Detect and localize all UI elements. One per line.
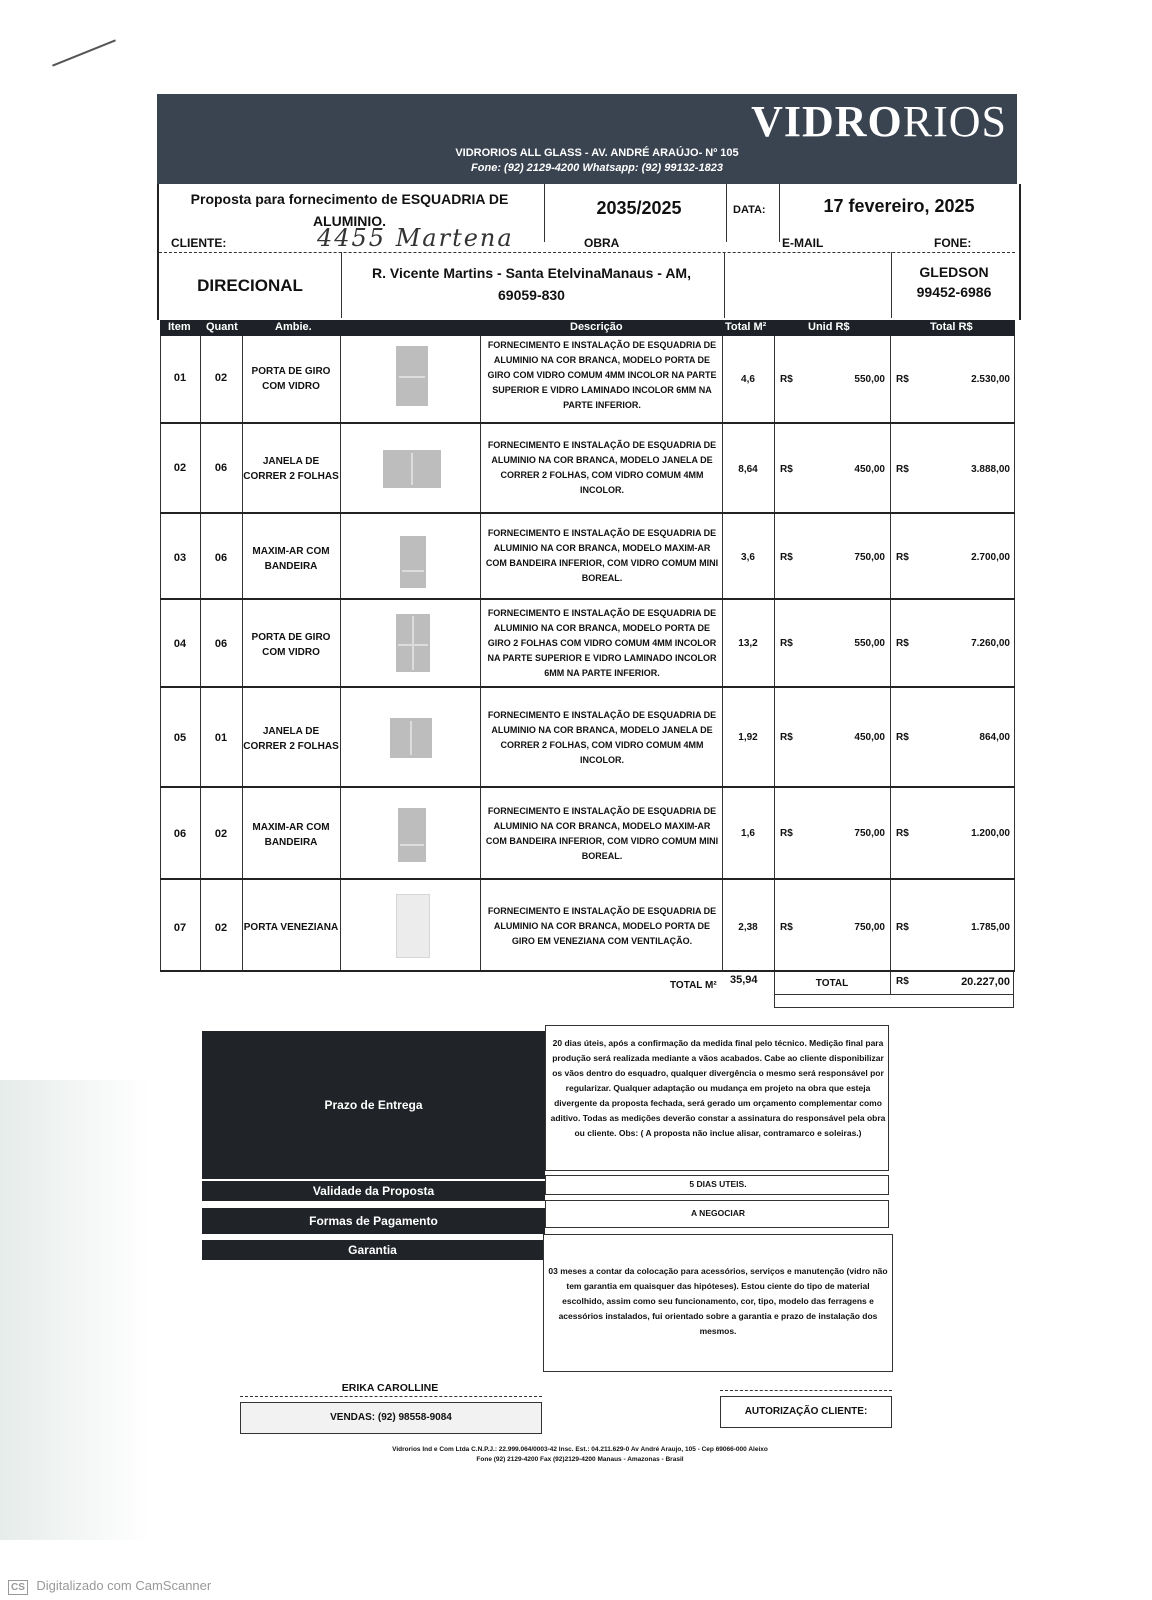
- proposal-number: 2035/2025: [596, 198, 682, 218]
- item-quant: 06: [214, 462, 228, 474]
- total-label: TOTAL: [815, 978, 849, 989]
- item-m2: 4,6: [741, 374, 755, 385]
- item-total: 3.888,00: [971, 464, 1010, 475]
- table-header: [160, 320, 1015, 336]
- contact-phone: 99452-6986: [916, 284, 992, 300]
- garantia-text: 03 meses a contar da colocação para acessórios, serviços e manutenção (vidro não tem garantia em quaisquer das hipóteses). Estou ciente do tipo de material escolhido, assim como seu funcionamento, cor, tipo, modelo das ferragens e acessórios instalados, fui orientado sobre a garantia e prazo de instalação dos mesmos.: [548, 1266, 888, 1336]
- date-label: DATA:: [733, 204, 766, 216]
- louver-door-thumbnail-icon: [396, 894, 430, 958]
- table-row: [160, 514, 1015, 600]
- item-description: FORNECIMENTO E INSTALAÇÃO DE ESQUADRIA DE ALUMINIO NA COR BRANCA, MODELO PORTA DE GIRO 2 FOLHAS COM VIDRO COMUM 4MM INCOLOR NA PARTE SUPERIOR E VIDRO LAMINADO INCOLOR 6MM NA PARTE INFERIOR.: [487, 608, 717, 678]
- item-unit-price: 750,00: [854, 828, 885, 839]
- currency-label: R$: [780, 552, 793, 563]
- item-number: 04: [173, 638, 187, 650]
- window-thumbnail-icon: [383, 450, 441, 488]
- item-unit-price: 550,00: [854, 374, 885, 385]
- item-quant: 06: [214, 552, 228, 564]
- fone-label: FONE:: [934, 236, 972, 250]
- client-name: DIRECIONAL: [197, 276, 303, 295]
- item-quant: 06: [214, 638, 228, 650]
- item-number: 03: [173, 552, 187, 564]
- currency-label: R$: [896, 976, 909, 987]
- item-total: 1.785,00: [971, 922, 1010, 933]
- maximar-thumbnail-icon: [398, 808, 426, 862]
- currency-label: R$: [780, 922, 793, 933]
- item-m2: 13,2: [738, 638, 758, 649]
- validade-label: Validade da Proposta: [202, 1181, 545, 1201]
- proposal-info: [157, 184, 1021, 320]
- item-total: 864,00: [979, 732, 1010, 743]
- camscanner-watermark: [8, 1577, 211, 1595]
- footer-line-1: Vidrorios Ind e Com Ltda C.N.P.J.: 22.999.064/0003-42 Insc. Est.: 04.211.629-0 Av André Araujo, 105 - Cep 69066-000 Aleixo: [392, 1446, 768, 1453]
- currency-label: R$: [896, 464, 909, 475]
- company-address: VIDRORIOS ALL GLASS - AV. ANDRÉ ARAÚJO- Nº 105 Fone: (92) 2129-4200 Whatsapp: (92) 99132-1823: [455, 147, 739, 174]
- item-m2: 1,6: [741, 828, 755, 839]
- item-number: 05: [173, 732, 187, 744]
- item-m2: 1,92: [738, 732, 758, 743]
- col-unit: Unid R$: [808, 321, 850, 333]
- currency-label: R$: [896, 922, 909, 933]
- seller-phone: VENDAS: (92) 98558-9084: [330, 1412, 452, 1423]
- item-unit-price: 450,00: [854, 732, 885, 743]
- client-label: CLIENTE:: [171, 236, 227, 250]
- item-number: 06: [173, 828, 187, 840]
- table-row: [160, 688, 1015, 788]
- item-total: 7.260,00: [971, 638, 1010, 649]
- item-unit-price: 550,00: [854, 638, 885, 649]
- item-unit-price: 750,00: [854, 922, 885, 933]
- seller-name: ERIKA CAROLLINE: [341, 1382, 439, 1394]
- item-description: FORNECIMENTO E INSTALAÇÃO DE ESQUADRIA DE ALUMINIO NA COR BRANCA, MODELO MAXIM-AR COM BANDEIRA INFERIOR, COM VIDRO COMUM MINI BOREAL.: [485, 528, 719, 583]
- window-thumbnail-icon: [390, 718, 432, 758]
- item-quant: 01: [214, 732, 228, 744]
- table-row: [160, 880, 1015, 972]
- obra-address: R. Vicente Martins - Santa EtelvinaManaus - AM, 69059-830: [372, 265, 691, 303]
- item-ambiente: MAXIM-AR COM BANDEIRA: [252, 822, 330, 848]
- currency-label: R$: [780, 828, 793, 839]
- obra-label: OBRA: [584, 236, 620, 250]
- col-descricao: Descrição: [570, 321, 623, 333]
- contact-name: GLEDSON: [919, 264, 989, 280]
- proposal-date: 17 fevereiro, 2025: [823, 196, 975, 216]
- currency-label: R$: [780, 374, 793, 385]
- email-label: E-MAIL: [782, 236, 824, 250]
- garantia-label: Garantia: [202, 1240, 543, 1260]
- col-quant: Quant: [206, 321, 238, 333]
- item-unit-price: 750,00: [854, 552, 885, 563]
- scan-shadow: [0, 1080, 150, 1540]
- col-item: Item: [168, 321, 191, 333]
- total-m2-value: 35,94: [730, 974, 758, 986]
- pagamento-label: Formas de Pagamento: [202, 1208, 545, 1234]
- proposal-title: Proposta para fornecimento de ESQUADRIA DE ALUMINIO.: [190, 191, 509, 229]
- seller-phone-box: [240, 1402, 542, 1434]
- item-m2: 2,38: [738, 922, 758, 933]
- item-ambiente: PORTA DE GIRO COM VIDRO: [251, 366, 331, 392]
- client-handwritten: 4455 Martena: [317, 224, 514, 252]
- col-total-m2: Total M²: [725, 321, 767, 333]
- item-number: 07: [173, 922, 187, 934]
- item-description: FORNECIMENTO E INSTALAÇÃO DE ESQUADRIA DE ALUMINIO NA COR BRANCA, MODELO PORTA DE GIRO COM VIDRO COMUM 4MM INCOLOR NA PARTE SUPERIOR E VIDRO LAMINADO INCOLOR 6MM NA PARTE INFERIOR.: [487, 340, 717, 410]
- validade-text: 5 DIAS UTEIS.: [689, 1179, 747, 1189]
- currency-label: R$: [780, 732, 793, 743]
- item-quant: 02: [214, 922, 228, 934]
- item-quant: 02: [214, 828, 228, 840]
- item-quant: 02: [214, 372, 228, 384]
- pen-mark: [52, 39, 116, 66]
- item-description: FORNECIMENTO E INSTALAÇÃO DE ESQUADRIA DE ALUMINIO NA COR BRANCA, MODELO JANELA DE CORRER 2 FOLHAS, COM VIDRO COMUM 4MM INCOLOR.: [487, 710, 717, 765]
- table-row: [160, 424, 1015, 514]
- currency-label: R$: [780, 638, 793, 649]
- item-ambiente: PORTA VENEZIANA: [243, 922, 339, 933]
- company-logo: VIDRORIOS: [751, 97, 1007, 146]
- item-unit-price: 450,00: [854, 464, 885, 475]
- item-total: 2.530,00: [971, 374, 1010, 385]
- item-total: 2.700,00: [971, 552, 1010, 563]
- item-ambiente: PORTA DE GIRO COM VIDRO: [251, 632, 331, 658]
- pagamento-text: A NEGOCIAR: [691, 1208, 745, 1218]
- double-door-thumbnail-icon: [396, 614, 430, 672]
- item-description: FORNECIMENTO E INSTALAÇÃO DE ESQUADRIA DE ALUMINIO NA COR BRANCA, MODELO JANELA DE CORRER 2 FOLHAS, COM VIDRO COMUM 4MM INCOLOR.: [487, 440, 717, 495]
- item-description: FORNECIMENTO E INSTALAÇÃO DE ESQUADRIA DE ALUMINIO NA COR BRANCA, MODELO PORTA DE GIRO EM VENEZIANA COM VENTILAÇÃO.: [487, 906, 717, 946]
- footer-line-2: Fone (92) 2129-4200 Fax (92)2129-4200 Manaus - Amazonas - Brasil: [476, 1456, 684, 1463]
- prazo-text: 20 dias úteis, após a confirmação da medida final pelo técnico. Medição final para produção será realizada mediante a vãos acabados. Cabe ao cliente disponibilizar os vãos dentro do esquadro, qualquer divergência o mesmo será responsável por regularizar. Qualquer adaptação ou mudança em projeto na obra que esteja divergente da proposta fechada, será gerado um orçamento complementar como aditivo. Todas as medições deverão constar a assinatura do responsável pela obra ou cliente. Obs: ( A proposta não inclue alisar, contramarco e soleiras.): [550, 1038, 886, 1138]
- prazo-label: Prazo de Entrega: [202, 1031, 545, 1179]
- item-m2: 3,6: [741, 552, 755, 563]
- col-total: Total R$: [930, 321, 973, 333]
- col-ambiente: Ambie.: [275, 321, 312, 333]
- total-value: 20.227,00: [961, 976, 1010, 988]
- currency-label: R$: [780, 464, 793, 475]
- item-number: 02: [173, 462, 187, 474]
- client-auth: AUTORIZAÇÃO CLIENTE:: [744, 1406, 868, 1417]
- currency-label: R$: [896, 732, 909, 743]
- maximar-thumbnail-icon: [400, 536, 426, 588]
- camscanner-text: Digitalizado com CamScanner: [36, 1578, 212, 1593]
- item-ambiente: JANELA DE CORRER 2 FOLHAS: [243, 456, 339, 482]
- currency-label: R$: [896, 828, 909, 839]
- currency-label: R$: [896, 374, 909, 385]
- table-row: [160, 600, 1015, 688]
- table-row: [160, 336, 1015, 424]
- item-m2: 8,64: [738, 464, 758, 475]
- item-total: 1.200,00: [971, 828, 1010, 839]
- company-header: [157, 94, 1017, 184]
- item-description: FORNECIMENTO E INSTALAÇÃO DE ESQUADRIA DE ALUMINIO NA COR BRANCA, MODELO MAXIM-AR COM BANDEIRA INFERIOR, COM VIDRO COMUM MINI BOREAL.: [485, 806, 719, 861]
- total-m2-label: TOTAL M²: [670, 980, 717, 991]
- item-ambiente: MAXIM-AR COM BANDEIRA: [252, 546, 330, 572]
- currency-label: R$: [896, 638, 909, 649]
- item-ambiente: JANELA DE CORRER 2 FOLHAS: [243, 726, 339, 752]
- door-thumbnail-icon: [396, 346, 428, 406]
- client-auth-box: [720, 1396, 892, 1428]
- camscanner-logo: CS: [8, 1580, 28, 1595]
- totals-row: [160, 972, 1015, 1012]
- currency-label: R$: [896, 552, 909, 563]
- table-row: [160, 788, 1015, 880]
- item-number: 01: [173, 372, 187, 384]
